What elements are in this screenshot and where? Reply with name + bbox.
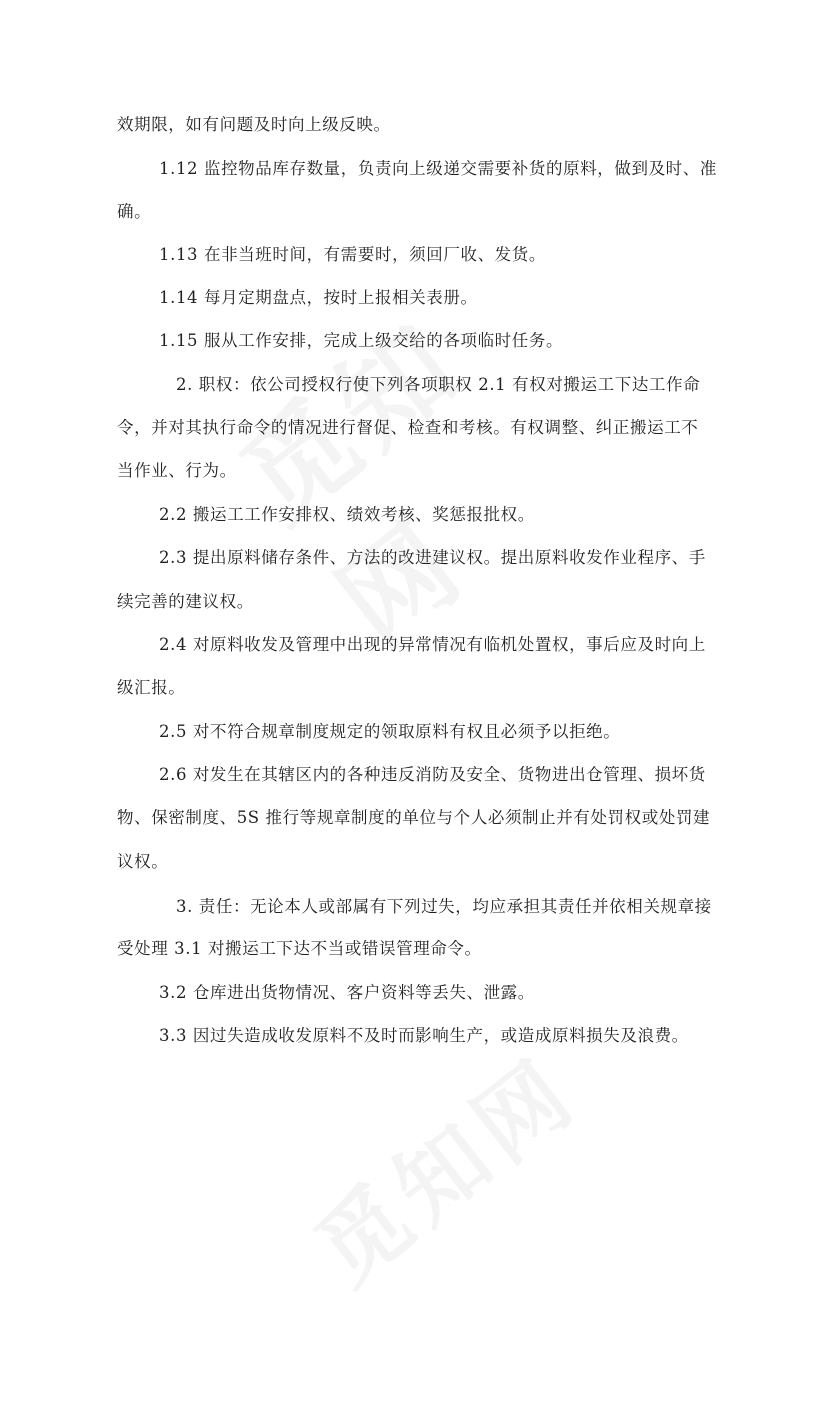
- text-line: 2.4 对原料收发及管理中出现的异常情况有临机处置权，事后应及时向上: [159, 635, 706, 654]
- text-line: 令，并对其执行命令的情况进行督促、检查和考核。有权调整、纠正搬运工不: [117, 418, 699, 437]
- text-line: 级汇报。: [117, 678, 186, 697]
- text-line: 议权。: [117, 852, 169, 871]
- text-line: 物、保密制度、5S 推行等规章制度的单位与个人必须制止并有处罚权或处罚建: [117, 808, 711, 827]
- watermark: [284, 1009, 696, 1411]
- text-line: 确。: [117, 202, 152, 221]
- text-line: 1.14 每月定期盘点，按时上报相关表册。: [159, 288, 478, 307]
- text-line: 2.2 搬运工工作安排权、绩效考核、奖惩报批权。: [159, 505, 535, 524]
- text-line: 当作业、行为。: [117, 461, 237, 480]
- text-line: 1.13 在非当班时间，有需要时，须回厂收、发货。: [159, 245, 546, 264]
- text-line: 1.12 监控物品库存数量，负责向上级递交需要补货的原料，做到及时、准: [159, 159, 717, 178]
- text-line: 2.5 对不符合规章制度规定的领取原料有权且必须予以拒绝。: [159, 722, 621, 741]
- text-line: 2. 职权：依公司授权行使下列各项职权 2.1 有权对搬运工下达工作命: [176, 375, 701, 394]
- text-line: 1.15 服从工作安排，完成上级交给的各项临时任务。: [159, 331, 564, 350]
- text-line: 续完善的建议权。: [117, 592, 254, 611]
- text-line: 3. 责任：无论本人或部属有下列过失，均应承担其责任并依相关规章接: [176, 897, 712, 916]
- text-line: 2.3 提出原料储存条件、方法的改进建议权。提出原料收发作业程序、手: [159, 548, 706, 567]
- text-line: 3.2 仓库进出货物情况、客户资料等丢失、泄露。: [159, 983, 535, 1002]
- text-line: 2.6 对发生在其辖区内的各种违反消防及安全、货物进出仓管理、损坏货: [159, 765, 706, 784]
- text-line: 效期限，如有问题及时向上级反映。: [117, 115, 391, 134]
- text-line: 受处理 3.1 对搬运工下达不当或错误管理命令。: [117, 939, 482, 958]
- text-line: 3.3 因过失造成收发原料不及时而影响生产，或造成原料损失及浪费。: [159, 1026, 689, 1045]
